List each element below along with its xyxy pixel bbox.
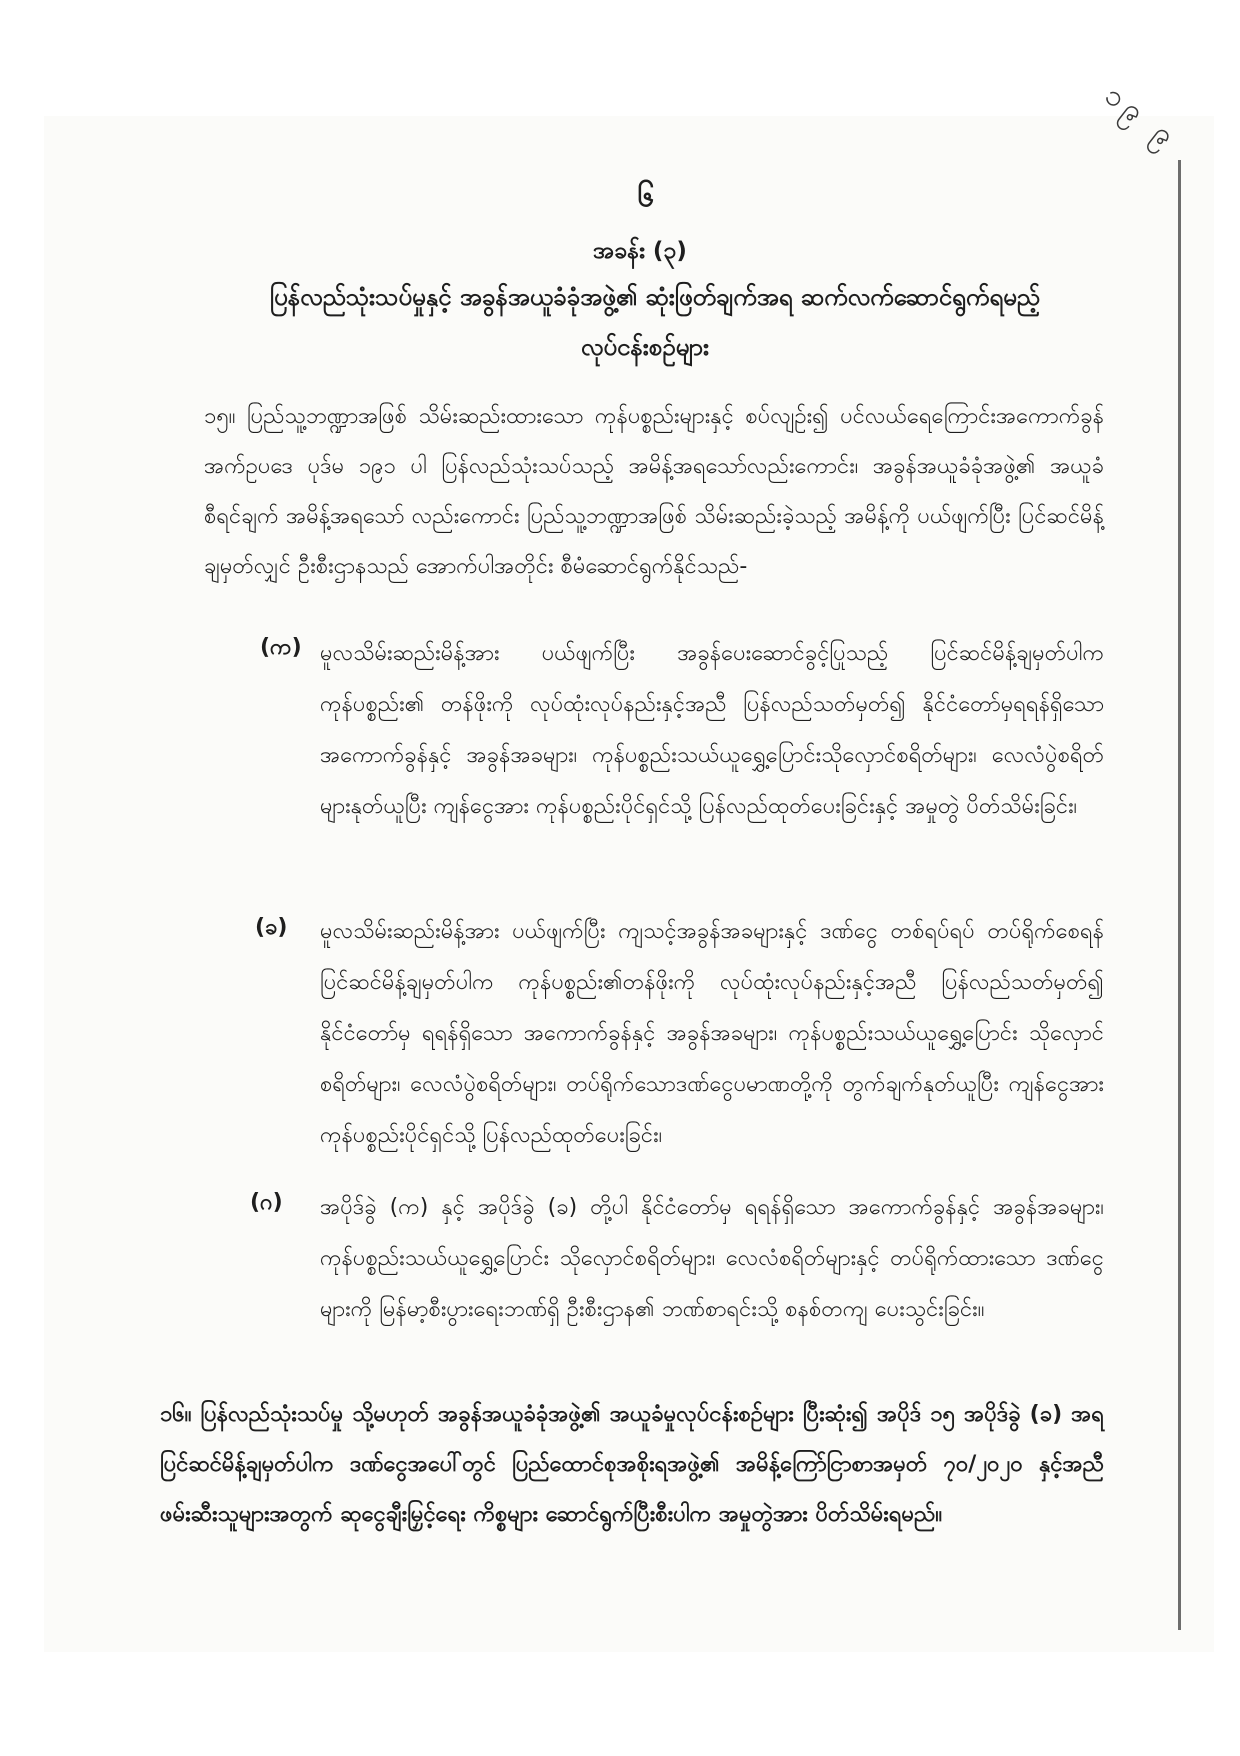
- paragraph-16: ၁၆။ ပြန်လည်သုံးသပ်မှု သို့မဟုတ် အခွန်အယူခံခုံအဖွဲ့၏ အယူခံမှုလုပ်ငန်းစဉ်များ ပြီးဆုံး၍ အပိုဒ် ၁၅ အပိုဒ်ခွဲ (ခ) အရ ပြင်ဆင်မိန့်ချမှတ်ပါက ဒဏ်ငွေအပေါ်တွင် ပြည်ထောင်စုအစိုးရအဖွဲ့၏ အမိန့်ကြော်ငြာစာအမှတ် ၇၀/၂၀၂၀ နှင့်အညီ ဖမ်းဆီးသူများအတွက် ဆုငွေချီးမြှင့်ရေး ကိစ္စများ ဆောင်ရွက်ပြီးစီးပါက အမှုတွဲအား ပိတ်သိမ်းရမည်။: [160, 1402, 1104, 1527]
- sub-item-text: အပိုဒ်ခွဲ (က) နှင့် အပိုဒ်ခွဲ (ခ) တို့ပါ နိုင်ငံတော်မှ ရရန်ရှိသော အကောက်ခွန်နှင့် အခွန်အခများ၊ ကုန်ပစ္စည်းသယ်ယူရွှေ့ပြောင်း သိုလှောင်စရိတ်များ၊ လေလံစရိတ်များနှင့် တပ်ရိုက်ထားသော ဒဏ်ငွေများကို မြန်မာ့စီးပွားရေးဘဏ်ရှိ ဦးစီးဌာန၏ ဘဏ်စာရင်းသို့ စနစ်တကျ ပေးသွင်းခြင်း။: [320, 1195, 1104, 1322]
- chapter-title: အခန်း (၃): [593, 238, 687, 264]
- page-bottom-margin: [44, 1652, 1214, 1756]
- page-number: ၆: [637, 179, 655, 214]
- sub-item-label: (ဂ): [250, 1190, 283, 1215]
- handwritten-corner-mark: ၁၉ ၉: [1097, 77, 1186, 158]
- sub-item-label: (က): [260, 635, 302, 660]
- section-heading-continued: လုပ်ငန်းစဉ်များ: [580, 333, 710, 361]
- sub-item-text: မူလသိမ်းဆည်းမိန့်အား ပယ်ဖျက်ပြီး ကျသင့်အခွန်အခများနှင့် ဒဏ်ငွေ တစ်ရပ်ရပ် တပ်ရိုက်စေရန် ပြင်ဆင်မိန့်ချမှတ်ပါက ကုန်ပစ္စည်း၏တန်ဖိုးကို လုပ်ထုံးလုပ်နည်းနှင့်အညီ ပြန်လည်သတ်မှတ်၍ နိုင်ငံတော်မှ ရရန်ရှိသော အကောက်ခွန်နှင့် အခွန်အခများ၊ ကုန်ပစ္စည်းသယ်ယူရွှေ့ပြောင်း သိုလှောင်စရိတ်များ၊ လေလံပွဲစရိတ်များ၊ တပ်ရိုက်သောဒဏ်ငွေပမာဏတို့ကို တွက်ချက်နုတ်ယူပြီး ကျန်ငွေအား ကုန်ပစ္စည်းပိုင်ရှင်သို့ ပြန်လည်ထုတ်ပေးခြင်း၊: [320, 919, 1104, 1148]
- paragraph-15: ၁၅။ ပြည်သူ့ဘဏ္ဍာအဖြစ် သိမ်းဆည်းထားသော ကုန်ပစ္စည်းများနှင့် စပ်လျဉ်း၍ ပင်လယ်ရေကြောင်းအကောက်ခွန်အက်ဥပဒေ ပုဒ်မ ၁၉၁ ပါ ပြန်လည်သုံးသပ်သည့် အမိန့်အရသော်လည်းကောင်း၊ အခွန်အယူခံခုံအဖွဲ့၏ အယူခံစီရင်ချက် အမိန့်အရသော် လည်းကောင်း ပြည်သူ့ဘဏ္ဍာအဖြစ် သိမ်းဆည်းခဲ့သည့် အမိန့်ကို ပယ်ဖျက်ပြီး ပြင်ဆင်မိန့်ချမှတ်လျှင် ဦးစီးဌာနသည် အောက်ပါအတိုင်း စီမံဆောင်ရွက်နိုင်သည်-: [204, 404, 1104, 579]
- section-heading: ပြန်လည်သုံးသပ်မှုနှင့် အခွန်အယူခံခုံအဖွဲ့၏ ဆုံးဖြတ်ချက်အရ ဆက်လက်ဆောင်ရွက်ရမည့်: [269, 283, 1041, 311]
- sub-item-text: မူလသိမ်းဆည်းမိန့်အား ပယ်ဖျက်ပြီး အခွန်ပေးဆောင်ခွင့်ပြုသည့် ပြင်ဆင်မိန့်ချမှတ်ပါက ကုန်ပစ္စည်း၏ တန်ဖိုးကို လုပ်ထုံးလုပ်နည်းနှင့်အညီ ပြန်လည်သတ်မှတ်၍ နိုင်ငံတော်မှရရန်ရှိသော အကောက်ခွန်နှင့် အခွန်အခများ၊ ကုန်ပစ္စည်းသယ်ယူရွှေ့ပြောင်းသိုလှောင်စရိတ်များ၊ လေလံပွဲစရိတ်များနုတ်ယူပြီး ကျန်ငွေအား ကုန်ပစ္စည်းပိုင်ရှင်သို့ ပြန်လည်ထုတ်ပေးခြင်းနှင့် အမှုတွဲ ပိတ်သိမ်းခြင်း၊: [320, 641, 1104, 819]
- page-edge-shadow: [1178, 160, 1181, 1630]
- sub-item-label: (ခ): [255, 915, 288, 940]
